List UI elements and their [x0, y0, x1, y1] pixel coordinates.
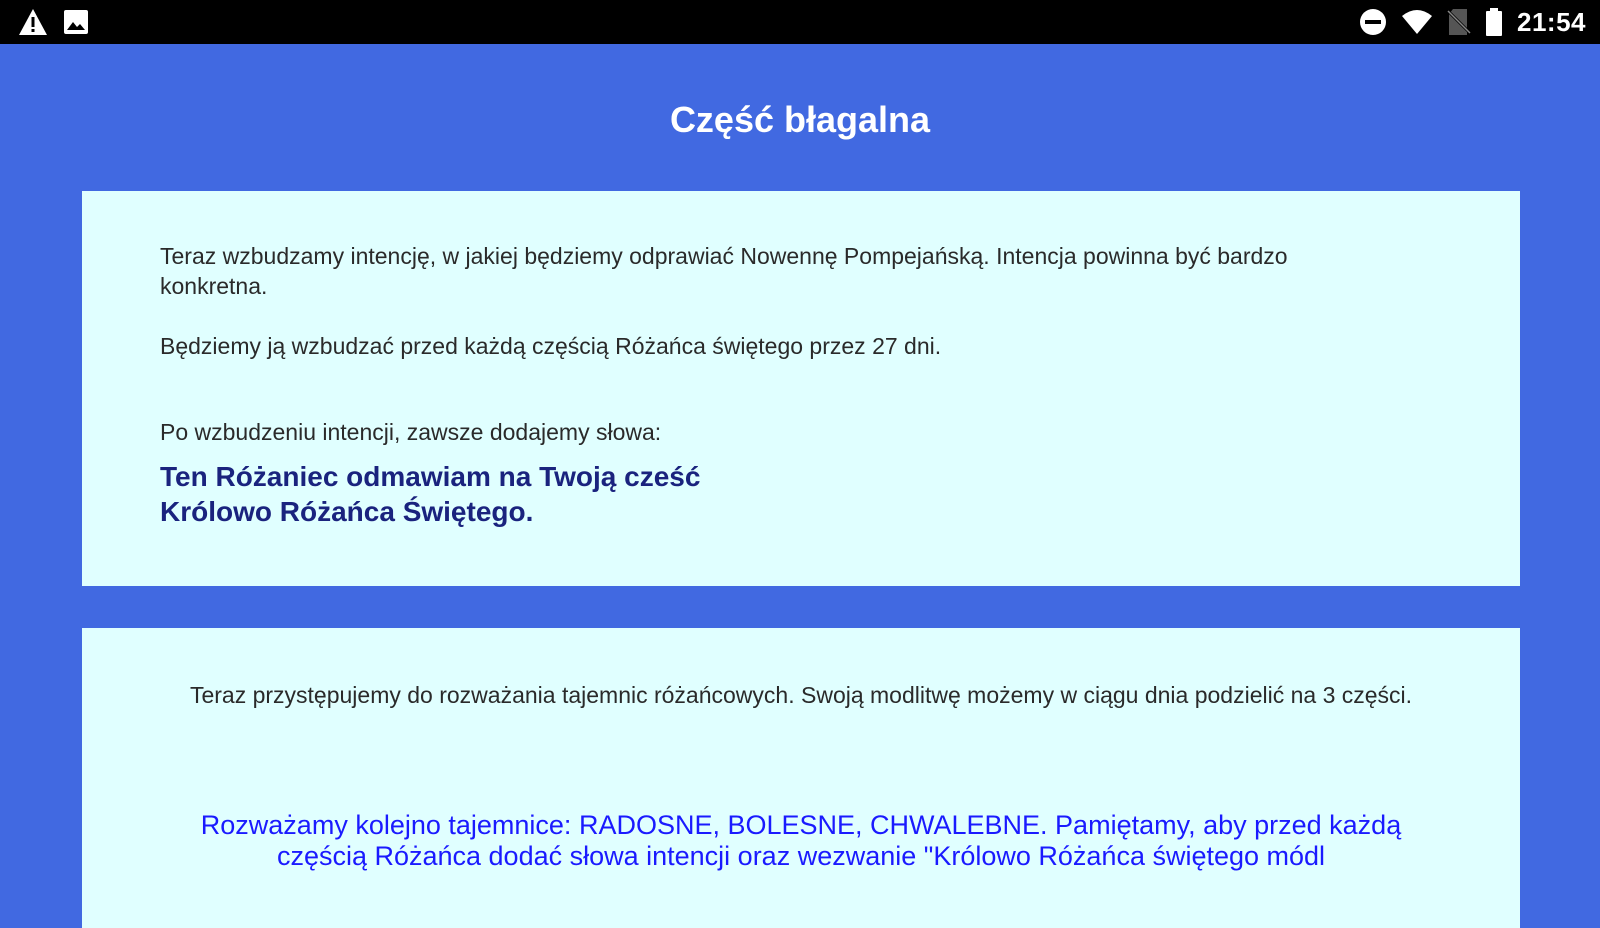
- prayer-line-1: Ten Różaniec odmawiam na Twoją cześć: [160, 461, 701, 492]
- page-title: Część błagalna: [669, 99, 931, 140]
- mysteries-card: [82, 628, 1520, 928]
- intention-card: [82, 191, 1520, 586]
- status-bar: [0, 0, 1600, 44]
- warning-icon: [18, 8, 48, 36]
- status-bar-system: [1359, 0, 1586, 44]
- wifi-icon: [1401, 9, 1433, 35]
- mysteries-instruction: Rozważamy kolejno tajemnice: RADOSNE, BOLESNE, CHWALEBNE. Pamiętamy, aby przed każdą częścią Różańca dodać słowa intencji oraz wezwanie "Królowo Różańca świętego módl: [200, 810, 1402, 871]
- intention-paragraph: Teraz wzbudzamy intencję, w jakiej będziemy odprawiać Nowennę Pompejańską. Intencja powinna być bardzo konkretna.: [160, 243, 1288, 299]
- no-sim-icon: [1447, 8, 1471, 36]
- duration-paragraph: Będziemy ją wzbudzać przed każdą częścią Różańca świętego przez 27 dni.: [160, 333, 942, 359]
- battery-icon: [1485, 8, 1503, 36]
- status-bar-time: 21:54: [1517, 6, 1586, 37]
- mysteries-intro: Teraz przystępujemy do rozważania tajemnic różańcowych. Swoją modlitwę możemy w ciągu dnia podzielić na 3 części.: [189, 682, 1413, 708]
- image-icon: [62, 8, 90, 36]
- prayer-line-2: Królowo Różańca Świętego.: [160, 496, 534, 527]
- closing-words-paragraph: Po wzbudzeniu intencji, zawsze dodajemy słowa:: [160, 419, 662, 445]
- prayer-text: [160, 459, 1442, 529]
- do-not-disturb-icon: [1359, 8, 1387, 36]
- status-bar-notifications: [18, 0, 90, 44]
